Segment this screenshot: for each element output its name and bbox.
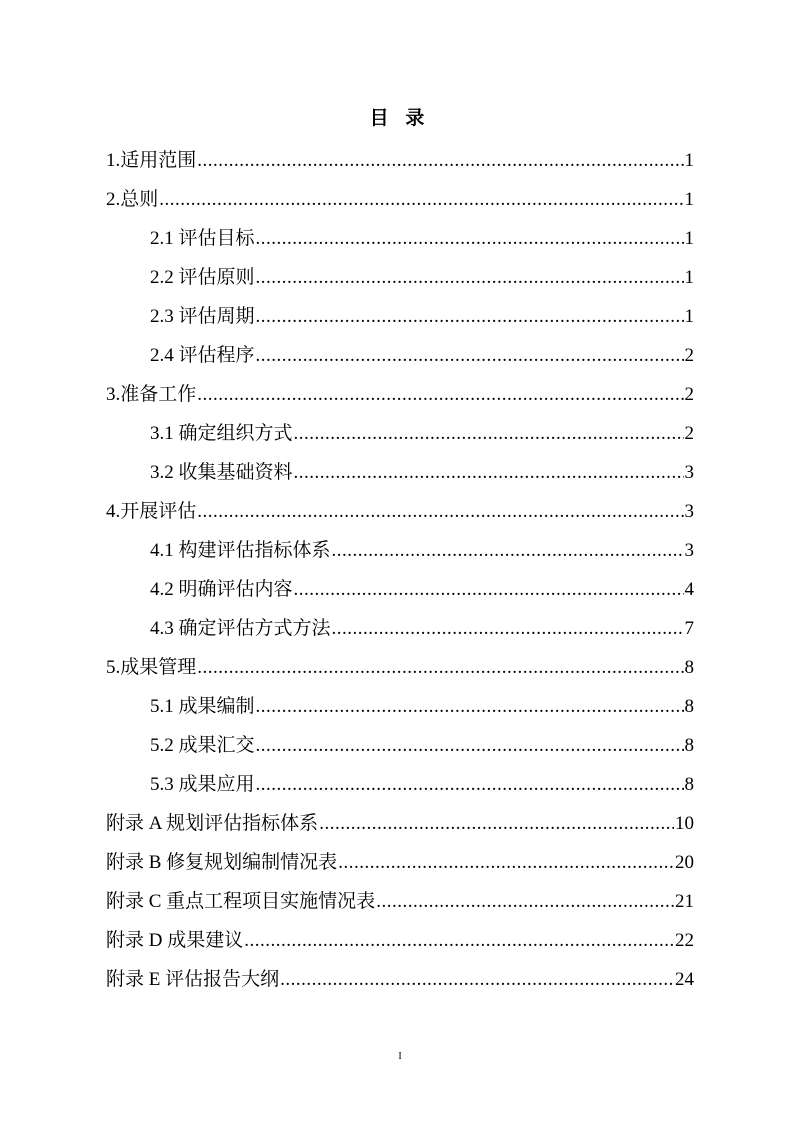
toc-entry-page: 3: [684, 462, 694, 483]
toc-entry-text: 5.3 成果应用: [150, 774, 255, 795]
toc-entry-page: 7: [684, 618, 694, 639]
toc-dot-leader: [256, 261, 684, 295]
toc-entry[interactable]: [106, 924, 694, 963]
toc-entry-text: 2.总则: [106, 189, 159, 210]
toc-entry-page: 10: [675, 813, 694, 834]
toc-entry[interactable]: [106, 378, 694, 417]
toc-dot-leader: [197, 651, 683, 685]
toc-entry[interactable]: [106, 651, 694, 690]
toc-title: 目 录: [369, 108, 431, 129]
toc-entry[interactable]: [106, 963, 694, 1002]
toc-dot-leader: [319, 807, 674, 841]
toc-entry-page: 8: [684, 774, 694, 795]
toc-dot-leader: [256, 339, 684, 373]
toc-entry[interactable]: [106, 183, 694, 222]
toc-entry-page: 1: [684, 228, 694, 249]
toc-dot-leader: [376, 885, 674, 919]
toc-entry[interactable]: [106, 768, 694, 807]
toc-entry-text: 附录 D 成果建议: [106, 930, 244, 951]
toc-dot-leader: [244, 924, 674, 958]
toc-entry-text: 3.准备工作: [106, 384, 197, 405]
toc-dot-leader: [294, 456, 684, 490]
toc-entry-text: 2.1 评估目标: [150, 228, 255, 249]
toc-dot-leader: [332, 612, 684, 646]
toc-entry[interactable]: [106, 339, 694, 378]
toc-entry-text: 2.3 评估周期: [150, 306, 255, 327]
toc-entry-page: 3: [684, 540, 694, 561]
toc-entry-text: 附录 C 重点工程项目实施情况表: [106, 891, 376, 912]
toc-dot-leader: [197, 495, 683, 529]
toc-entry-text: 4.开展评估: [106, 501, 197, 522]
toc-entry-text: 5.2 成果汇交: [150, 735, 255, 756]
toc-entry-text: 2.2 评估原则: [150, 267, 255, 288]
toc-entry-text: 4.3 确定评估方式方法: [150, 618, 331, 639]
toc-dot-leader: [256, 222, 684, 256]
toc-entry[interactable]: [106, 885, 694, 924]
toc-entry[interactable]: [106, 846, 694, 885]
toc-entry-text: 附录 A 规划评估指标体系: [106, 813, 319, 834]
toc-entry[interactable]: [106, 534, 694, 573]
toc-entry[interactable]: [106, 222, 694, 261]
toc-dot-leader: [338, 846, 674, 880]
page-number: I: [398, 1051, 402, 1062]
toc-dot-leader: [256, 729, 684, 763]
toc-entry[interactable]: [106, 300, 694, 339]
toc-entry-page: 24: [675, 969, 694, 990]
toc-entry-text: 1.适用范围: [106, 150, 197, 171]
toc-entry-page: 8: [684, 735, 694, 756]
toc-entry-page: 1: [684, 150, 694, 171]
toc-entry-page: 1: [684, 267, 694, 288]
toc-entry-page: 22: [675, 930, 694, 951]
toc-dot-leader: [332, 534, 684, 568]
toc-entry-text: 4.1 构建评估指标体系: [150, 540, 331, 561]
toc-entry-page: 4: [684, 579, 694, 600]
toc-dot-leader: [197, 378, 683, 412]
toc-dot-leader: [256, 768, 684, 802]
toc-entry-page: 2: [684, 423, 694, 444]
toc-dot-leader: [256, 690, 684, 724]
toc-entry-page: 21: [675, 891, 694, 912]
toc-dot-leader: [256, 300, 684, 334]
toc-dot-leader: [294, 573, 684, 607]
toc-entry-page: 1: [684, 189, 694, 210]
toc-entry-text: 4.2 明确评估内容: [150, 579, 293, 600]
toc-entry-text: 3.1 确定组织方式: [150, 423, 293, 444]
toc-entry[interactable]: [106, 417, 694, 456]
toc-dot-leader: [159, 183, 683, 217]
toc-entry-text: 附录 E 评估报告大纲: [106, 969, 280, 990]
toc-entry[interactable]: [106, 261, 694, 300]
toc-entry[interactable]: [106, 729, 694, 768]
toc-dot-leader: [280, 963, 674, 997]
toc-entry-page: 20: [675, 852, 694, 873]
toc-entry-page: 2: [684, 345, 694, 366]
toc-entry-page: 3: [684, 501, 694, 522]
toc-list: [106, 144, 694, 1002]
toc-entry-text: 附录 B 修复规划编制情况表: [106, 852, 338, 873]
toc-entry[interactable]: [106, 495, 694, 534]
toc-entry-text: 3.2 收集基础资料: [150, 462, 293, 483]
toc-entry-page: 8: [684, 657, 694, 678]
toc-entry-page: 8: [684, 696, 694, 717]
toc-entry-text: 5.1 成果编制: [150, 696, 255, 717]
toc-entry-page: 1: [684, 306, 694, 327]
toc-entry[interactable]: [106, 456, 694, 495]
toc-entry[interactable]: [106, 807, 694, 846]
toc-dot-leader: [294, 417, 684, 451]
toc-entry[interactable]: [106, 573, 694, 612]
toc-entry-text: 2.4 评估程序: [150, 345, 255, 366]
toc-entry-page: 2: [684, 384, 694, 405]
toc-entry[interactable]: [106, 690, 694, 729]
toc-entry-text: 5.成果管理: [106, 657, 197, 678]
toc-entry[interactable]: [106, 144, 694, 183]
toc-dot-leader: [197, 144, 683, 178]
toc-entry[interactable]: [106, 612, 694, 651]
